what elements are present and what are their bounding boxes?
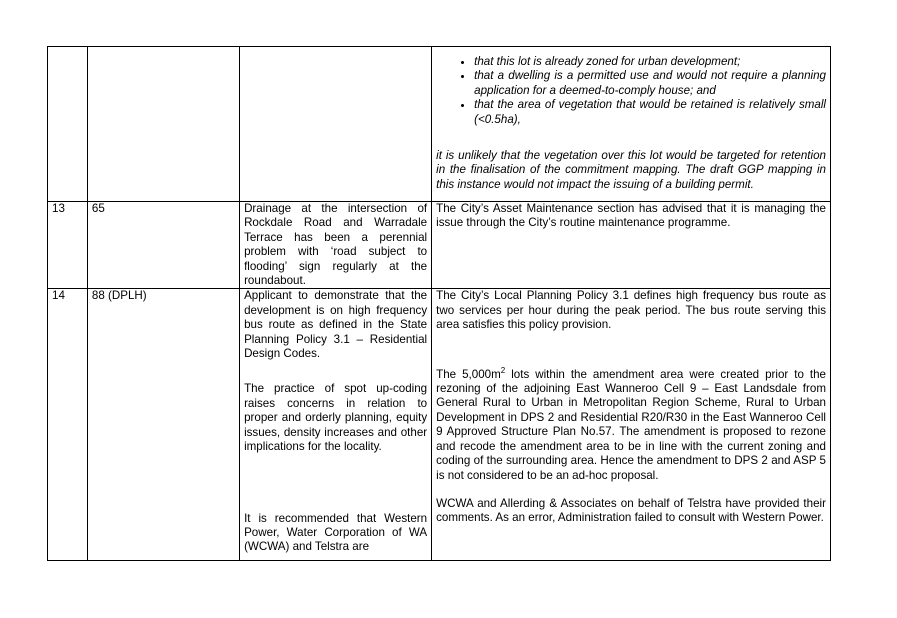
issue-text: The practice of spot up-coding raises concerns in relation to proper and orderly planning, equity issues, density increases and other implications for the locality. [244, 382, 428, 454]
response-text: The City’s Local Planning Policy 3.1 defines high frequency bus route as two services per hour during the peak period. The bus route serving this area satisfies this policy provision. [436, 289, 826, 332]
response-cell [432, 289, 831, 561]
response-cell [432, 47, 831, 202]
response-cell: The City’s Asset Maintenance section has advised that it is managing the issue through the City’s routine maintenance programme. [432, 202, 831, 289]
response-text: WCWA and Allerding & Associates on behalf of Telstra have provided their comments. As an error, Administration failed to consult with Western Power. [436, 496, 826, 525]
table-row [48, 47, 831, 202]
submitter-cell: 88 (DPLH) [87, 289, 239, 561]
bullet-list [436, 55, 826, 127]
row-number-cell [48, 47, 88, 202]
issue-cell: Drainage at the intersection of Rockdale Road and Warradale Terrace has been a perennial problem with ‘road subject to flooding’ sign regularly at the roundabout. [240, 202, 432, 289]
issue-text: It is recommended that Western Power, Water Corporation of WA (WCWA) and Telstra are [244, 511, 428, 554]
issue-cell [240, 47, 432, 202]
submissions-table [47, 46, 831, 561]
response-text: it is unlikely that the vegetation over this lot would be targeted for retention in the finalisation of the commitment mapping. The draft GGP mapping in this instance would not impact the issuing of a building permit. [436, 149, 826, 191]
submitter-cell [87, 47, 239, 202]
row-number-cell: 13 [48, 202, 88, 289]
response-text: The $5,000m^2$ lots within the amendment area were created prior to the rezoning of the adjoining East Wanneroo Cell 9 – East Landsdale from General Rural to Urban in Metropolitan Region Scheme, Rural to Urban Development in DPS 2 and Residential R20/R30 in the East Wanneroo Cell 9 Approved Structure Plan No.57. The amendment is proposed to rezone and recode the amendment area to be in line with the current zoning and coding of the surrounding area. Hence the amendment to DPS 2 and ASP 5 is not considered to be an ad-hoc proposal. [436, 365, 827, 482]
issue-cell [240, 289, 432, 561]
list-item: • that a dwelling is a permitted use and would not require a planning application for a deemed-to-comply house; and [474, 69, 826, 98]
list-item: • that the area of vegetation that would be retained is relatively small (<0.5ha), [474, 98, 826, 127]
table-row [48, 202, 831, 289]
issue-text: Applicant to demonstrate that the development is on high frequency bus route as defined in the State Planning Policy 3.1 – Residential Design Codes. [244, 289, 428, 361]
row-number-cell: 14 [48, 289, 88, 561]
submitter-cell: 65 [87, 202, 239, 289]
list-item: • that this lot is already zoned for urban development; [474, 55, 826, 69]
superscript: 2 [500, 365, 506, 375]
table-row [48, 289, 831, 561]
